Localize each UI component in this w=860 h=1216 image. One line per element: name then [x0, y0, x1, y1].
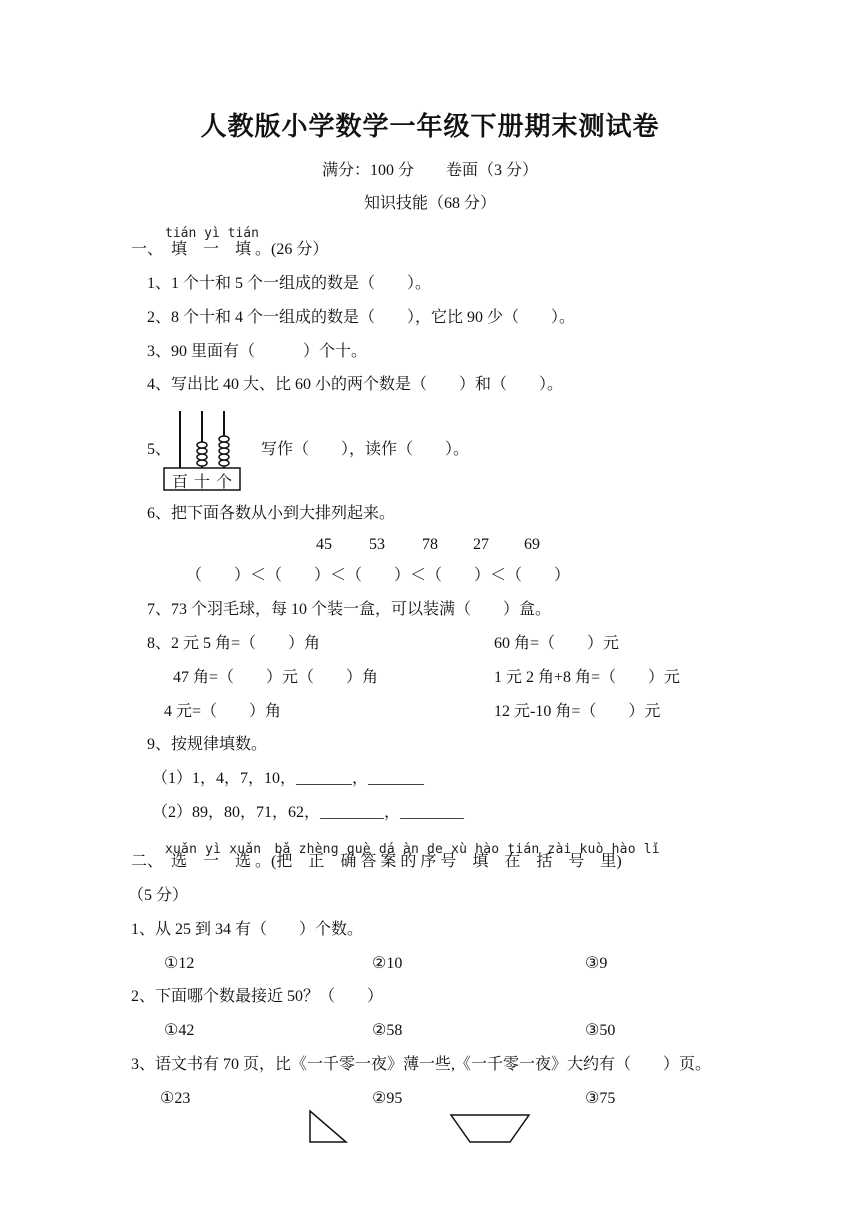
abacus-label-hundreds: 百	[172, 474, 189, 491]
option-2-1-c: ③9	[585, 955, 608, 972]
abacus-figure	[162, 408, 242, 492]
question-1-9: 9、按规律填数。	[147, 736, 268, 753]
question-1-8c: 47 角=（ ）元（ ）角	[173, 669, 379, 686]
trapezoid-shape	[448, 1112, 532, 1146]
number-3: 78	[422, 536, 438, 553]
question-1-8b: 60 角=（ ）元	[494, 635, 620, 652]
number-1: 45	[316, 536, 332, 553]
ordering-blanks: （ ）＜（ ）＜（ ）＜（ ）＜（ ）	[186, 567, 571, 584]
part2-heading: 二、 选 一 选 。(把 正 确 答 案 的 序 号 填 在 括 号 里)	[131, 853, 622, 870]
option-2-3-b: ②95	[372, 1090, 403, 1107]
question-1-8d: 1 元 2 角+8 角=（ ）元	[494, 669, 681, 686]
option-2-2-c: ③50	[585, 1022, 616, 1039]
question-1-4: 4、写出比 40 大、比 60 小的两个数是（ ）和（ ）。	[147, 376, 564, 393]
question-1-2: 2、8 个十和 4 个一组成的数是（ ），它比 90 少（ ）。	[147, 309, 576, 326]
option-2-1-b: ②10	[372, 955, 403, 972]
option-2-3-a: ①23	[160, 1090, 191, 1107]
question-1-6: 6、把下面各数从小到大排列起来。	[147, 505, 396, 522]
triangle-shape	[306, 1108, 350, 1146]
question-1-9-2: （2）89，80，71，62，________，________	[152, 804, 465, 821]
part1-pinyin: tián yì tián	[165, 226, 259, 241]
question-2-1: 1、从 25 到 34 有（ ）个数。	[131, 921, 364, 938]
question-1-8e: 4 元=（ ）角	[164, 703, 282, 720]
question-1-1: 1、1 个十和 5 个一组成的数是（ ）。	[147, 275, 432, 292]
part2-points: （5 分）	[128, 887, 189, 904]
abacus-label-ones: 个	[216, 474, 233, 491]
question-1-8a: 8、2 元 5 角=（ ）角	[147, 635, 321, 652]
number-5: 69	[524, 536, 540, 553]
question-2-2: 2、下面哪个数最接近 50？（ ）	[131, 988, 384, 1005]
option-2-2-a: ①42	[164, 1022, 195, 1039]
question-1-5-text: 写作（ ），读作（ ）。	[261, 441, 470, 458]
page-title: 人教版小学数学一年级下册期末测试卷	[200, 112, 660, 141]
question-1-5-number: 5、	[147, 441, 172, 458]
question-1-8f: 12 元-10 角=（ ）元	[494, 703, 661, 720]
number-4: 27	[473, 536, 489, 553]
part2-pinyin: xuǎn yì xuǎn bǎ zhèng què dá àn de xù hào tián zài kuò hào lǐ	[165, 842, 660, 857]
part1-heading: 一、 填 一 填 。(26 分）	[131, 241, 329, 258]
number-2: 53	[369, 536, 385, 553]
section-heading: 知识技能（68 分）	[363, 195, 496, 212]
option-2-3-c: ③75	[585, 1090, 616, 1107]
option-2-2-b: ②58	[372, 1022, 403, 1039]
question-2-3: 3、语文书有 70 页，比《一千零一夜》薄一些,《一千零一夜》大约有（ ）页。	[131, 1056, 712, 1073]
abacus-label-tens: 十	[194, 474, 211, 491]
question-1-7: 7、73 个羽毛球，每 10 个装一盒，可以装满（ ）盒。	[147, 601, 552, 618]
option-2-1-a: ①12	[164, 955, 195, 972]
question-1-3: 3、90 里面有（ ）个十。	[147, 343, 368, 360]
score-info: 满分：100 分 卷面（3 分）	[321, 162, 538, 179]
question-1-9-1: （1）1，4，7，10，_______，_______	[152, 770, 425, 787]
